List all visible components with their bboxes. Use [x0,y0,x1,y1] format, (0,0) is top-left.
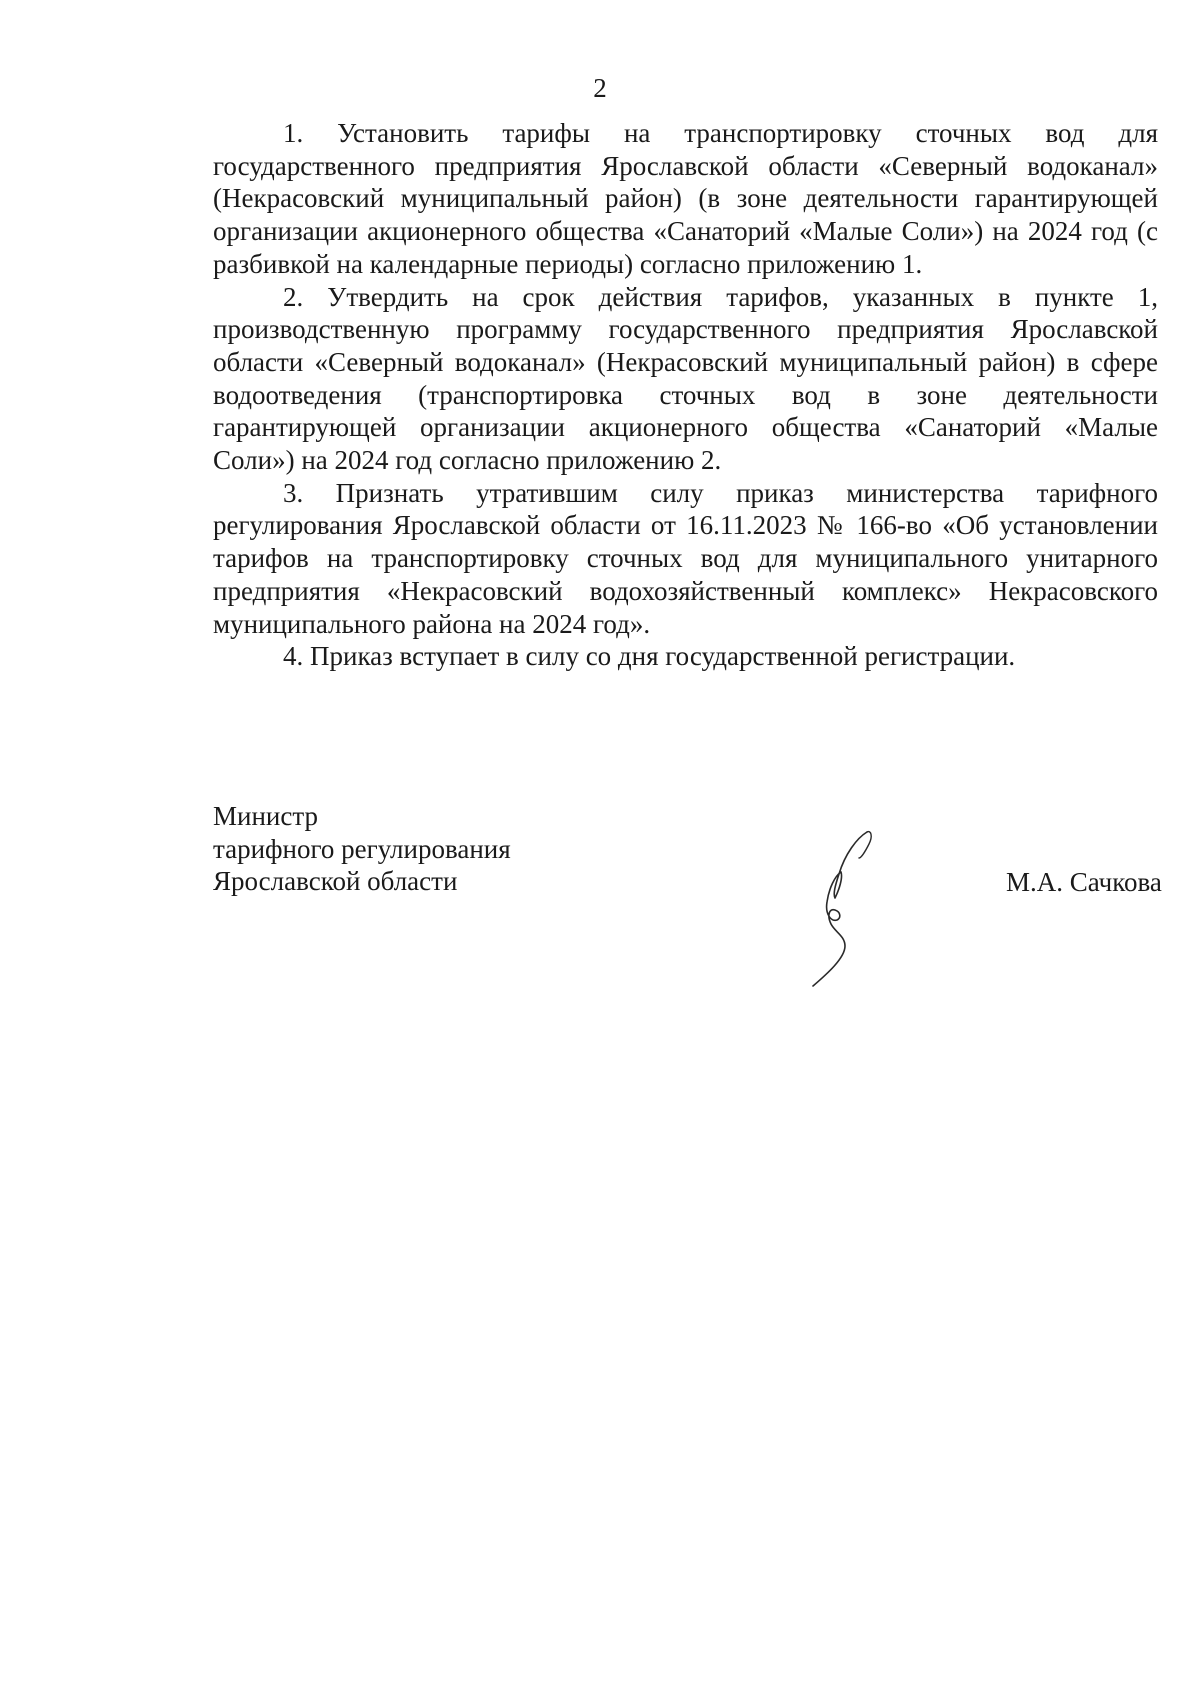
order-item-3: 3. Признать утратившим силу приказ министерства тарифного регулирования Ярославской области от 16.11.2023 № 166-во «Об установлении тарифов на транспортировку сточных вод для муниципального унитарного предприятия «Некрасовский водохозяйственный комплекс» Некрасовского муниципального района на 2024 год». [213,477,1158,639]
signer-position-line-3: Ярославской области [213,866,458,897]
order-item-4: 4. Приказ вступает в силу со дня государственной регистрации. [283,641,1016,672]
order-item-2: 2. Утвердить на срок действия тарифов, указанных в пункте 1, производственную программу государственного предприятия Ярославской области «Северный водоканал» (Некрасовский муниципальный район) в сфере водоотведения (транспортировка сточных вод в зоне деятельности гарантирующей организации акционерного общества «Санаторий «Малые Соли») на 2024 год согласно приложению 2. [213,281,1158,476]
signer-position-line-2: тарифного регулирования [213,833,511,864]
signer-position [213,800,511,898]
order-item-1: 1. Установить тарифы на транспортировку сточных вод для государственного предприятия Ярославской области «Северный водоканал» (Некрасовский муниципальный район) (в зоне деятельности гарантирующей организации акционерного общества «Санаторий «Малые Соли») на 2024 год (с разбивкой на календарные периоды) согласно приложению 1. [213,118,1158,279]
order-body [213,117,1158,673]
signer-name: М.А. Сачкова [1006,867,1162,897]
page-number: 2 [593,73,607,103]
signer-position-line-1: Министр [213,801,318,831]
handwritten-signature [805,828,885,988]
